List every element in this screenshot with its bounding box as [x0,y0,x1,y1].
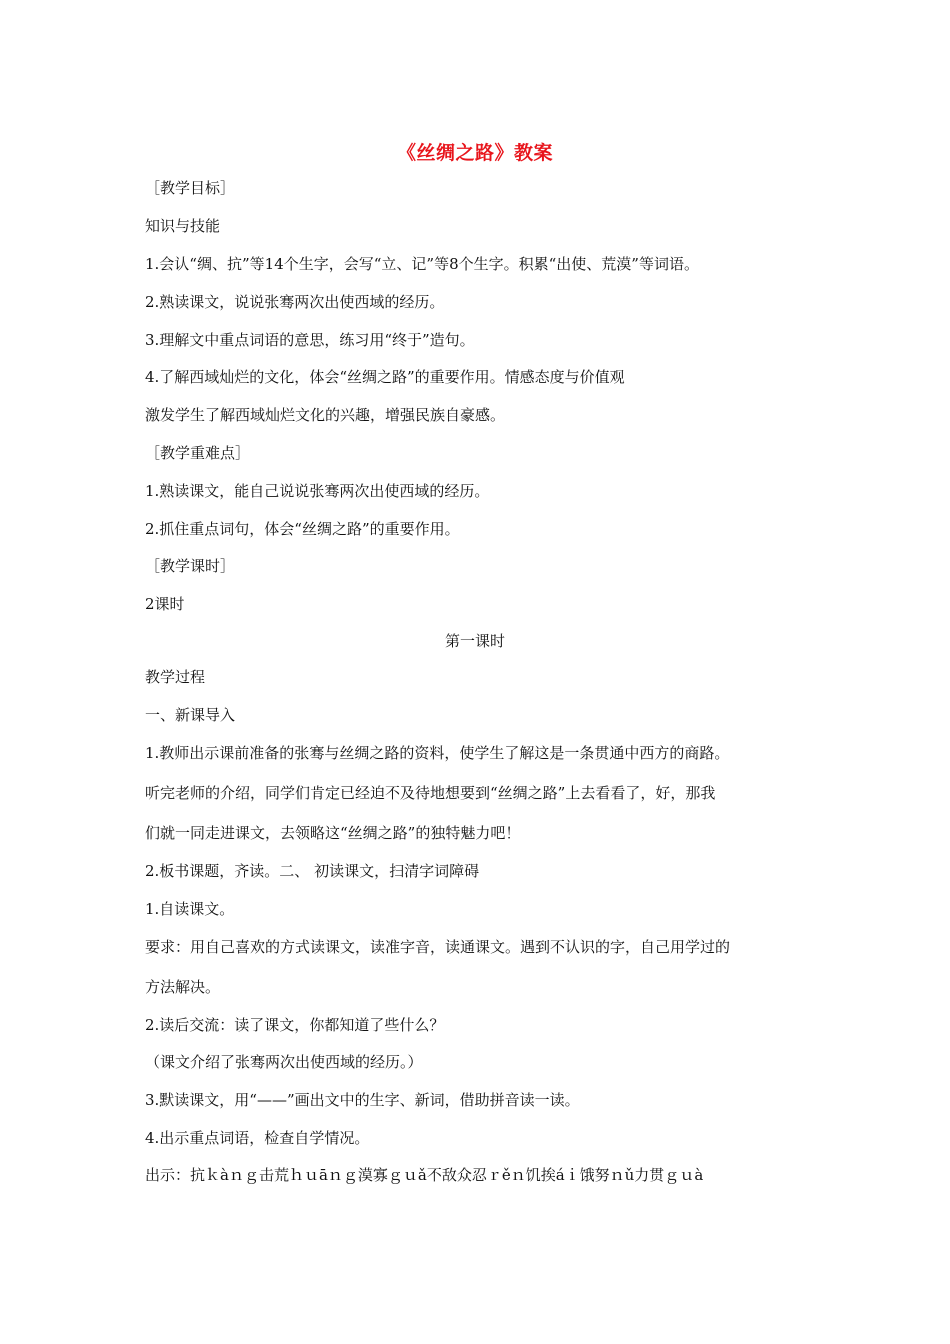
section-heading-key-points: ［教学重难点］ [145,444,251,462]
paragraph-line: 3.默读课文，用“——”画出文中的生字、新词，借助拼音读一读。 [145,1091,580,1109]
paragraph-line: 听完老师的介绍，同学们肯定已经迫不及待地想要到“丝绸之路”上去看看了，好，那我 [145,784,716,802]
paragraph-line: 2.抓住重点词句，体会“丝绸之路”的重要作用。 [145,520,460,538]
paragraph-line: 要求：用自己喜欢的方式读课文，读准字音，读通课文。遇到不认识的字，自己用学过的 [145,938,731,956]
paragraph-line: 1.熟读课文，能自己说说张骞两次出使西域的经历。 [145,482,490,500]
paragraph-line: 2.板书课题，齐读。二、 初读课文，扫清字词障碍 [145,862,480,880]
paragraph-line: 2课时 [145,595,185,613]
subheading-teaching-process: 教学过程 [145,668,206,686]
paragraph-line: 1.会认“绸、抗”等14个生字，会写“立、记”等8个生字。积累“出使、荒漠”等词语。 [145,255,699,273]
paragraph-line: 方法解决。 [145,978,221,996]
paragraph-line: 4.了解西域灿烂的文化，体会“丝绸之路”的重要作用。情感态度与价值观 [145,368,625,386]
paragraph-line: 1.教师出示课前准备的张骞与丝绸之路的资料，使学生了解这是一条贯通中西方的商路。 [145,744,730,762]
subheading-knowledge-skills: 知识与技能 [145,217,221,235]
section-heading-objectives: ［教学目标］ [145,179,236,197]
paragraph-line: 出示：抗ｋàｎｇ击荒ｈｕāｎｇ漠寡ｇｕǎ不敌众忍ｒěｎ饥挨áｉ饿努ｎǔ力贯ｇｕà [145,1166,704,1184]
paragraph-line: 4.出示重点词语，检查自学情况。 [145,1129,370,1147]
document-title: 《丝绸之路》教案 [396,142,553,164]
paragraph-line: （课文介绍了张骞两次出使西域的经历。） [145,1053,423,1071]
lesson-heading-first-period: 第一课时 [444,632,505,650]
subheading-introduction: 一、新课导入 [145,706,236,724]
section-heading-periods: ［教学课时］ [145,557,236,575]
paragraph-line: 2.读后交流：读了课文，你都知道了些什么？ [145,1016,445,1034]
paragraph-line: 3.理解文中重点词语的意思，练习用“终于”造句。 [145,331,475,349]
paragraph-line: 1.自读课文。 [145,900,235,918]
paragraph-line: 2.熟读课文，说说张骞两次出使西域的经历。 [145,293,445,311]
paragraph-line: 们就一同走进课文，去领略这“丝绸之路”的独特魅力吧！ [145,824,521,842]
paragraph-line: 激发学生了解西域灿烂文化的兴趣，增强民族自豪感。 [145,406,506,424]
